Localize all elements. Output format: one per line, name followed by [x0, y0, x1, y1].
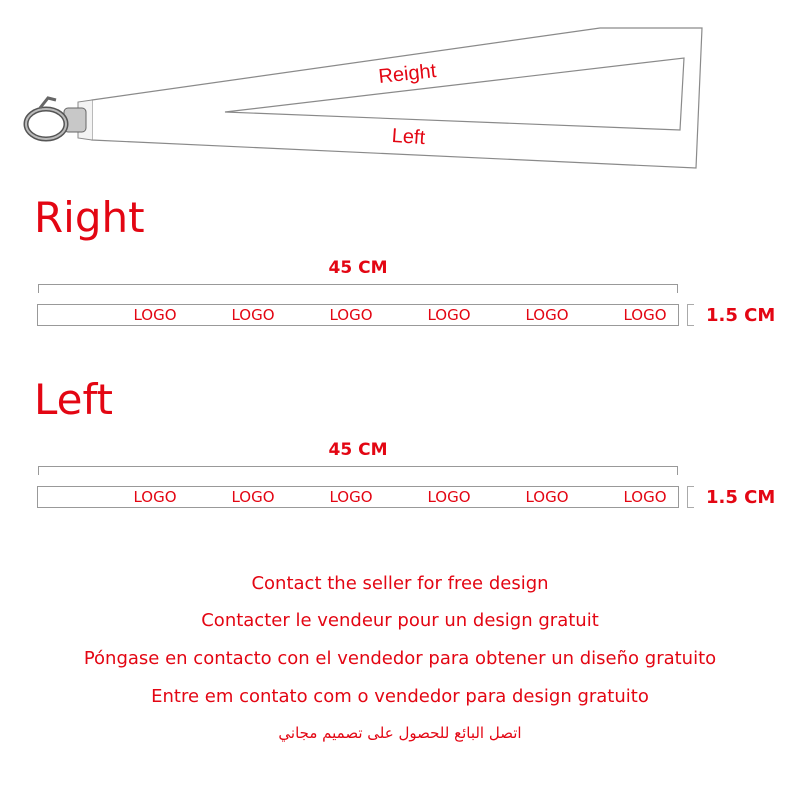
- left-logo-4: LOGO: [427, 488, 471, 506]
- right-section-title: Right: [34, 193, 145, 242]
- right-logo-1: LOGO: [133, 306, 177, 324]
- lanyard-inner-gap: [225, 58, 684, 130]
- contact-french: Contacter le vendeur pour un design gratuit: [201, 610, 599, 631]
- lobster-clasp-hook-icon: [26, 98, 86, 139]
- right-length-dimension-line: [38, 284, 678, 294]
- left-logo-1: LOGO: [133, 488, 177, 506]
- lanyard-bottom-label: Left: [391, 124, 426, 150]
- left-strap: [37, 486, 679, 508]
- left-logo-6: LOGO: [623, 488, 667, 506]
- left-length-dimension-line: [38, 466, 678, 476]
- left-length-label: 45 CM: [328, 440, 388, 460]
- right-logo-3: LOGO: [329, 306, 373, 324]
- right-length-label: 45 CM: [328, 258, 388, 278]
- right-strap: [37, 304, 679, 326]
- right-logo-2: LOGO: [231, 306, 275, 324]
- left-width-bracket: [687, 486, 694, 508]
- right-logo-4: LOGO: [427, 306, 471, 324]
- left-logo-5: LOGO: [525, 488, 569, 506]
- left-logo-2: LOGO: [231, 488, 275, 506]
- left-logo-3: LOGO: [329, 488, 373, 506]
- right-logo-6: LOGO: [623, 306, 667, 324]
- right-logo-5: LOGO: [525, 306, 569, 324]
- left-section-title: Left: [34, 375, 114, 424]
- right-width-bracket: [687, 304, 694, 326]
- contact-spanish: Póngase en contacto con el vendedor para obtener un diseño gratuito: [83, 648, 717, 669]
- contact-english: Contact the seller for free design: [251, 573, 549, 594]
- left-width-label: 1.5 CM: [706, 487, 776, 508]
- right-width-label: 1.5 CM: [706, 305, 776, 326]
- lanyard-illustration: [0, 0, 800, 180]
- contact-arabic: اتصل البائع للحصول على تصميم مجاني: [278, 724, 522, 742]
- lanyard-top-label: Reight: [377, 60, 438, 88]
- contact-portuguese: Entre em contato com o vendedor para design gratuito: [151, 686, 649, 707]
